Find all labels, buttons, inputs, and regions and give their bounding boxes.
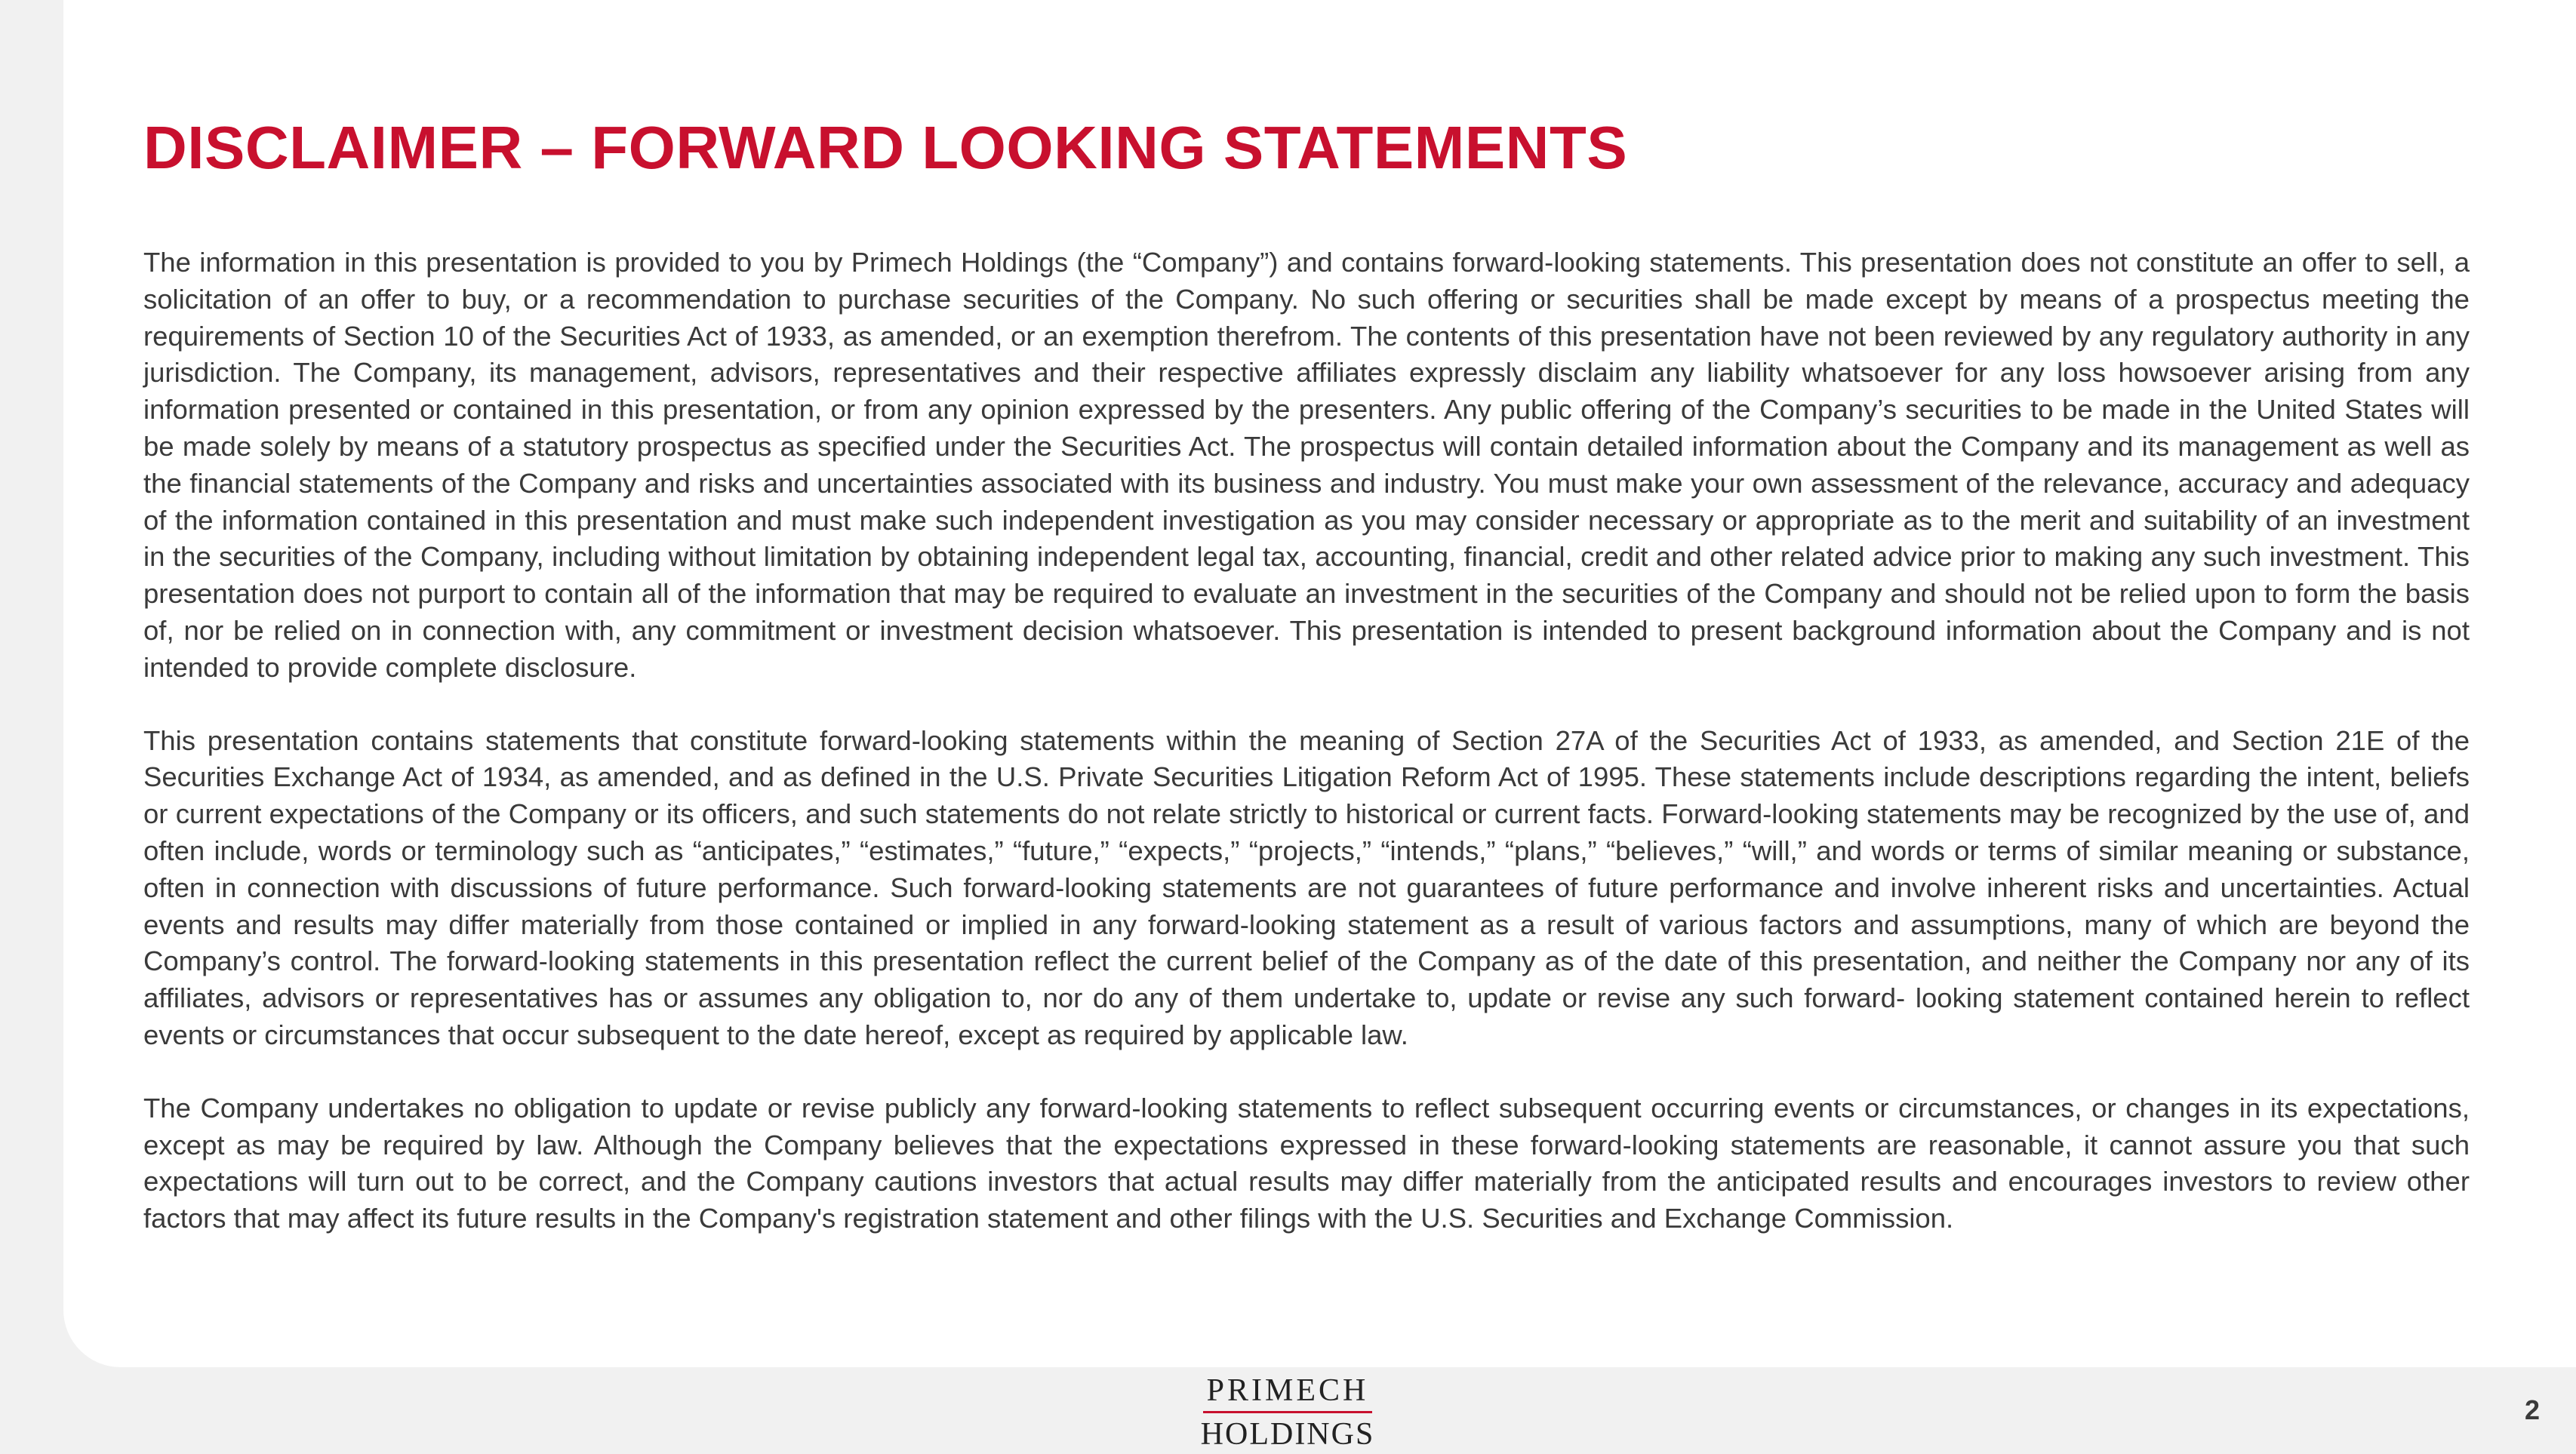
disclaimer-paragraph-1: The information in this presentation is provided to you by Primech Holdings (the “Company”) and contains forward-looking statements. This presentation does not constitute an offer to sell, a solicitation of an offer to buy, or a recommendation to purchase securities of the Company. No such offering or securities shall be made except by means of a prospectus meeting the requirements of Section 10 of the Securities Act of 1933, as amended, or an exemption therefrom. The contents of this presentation have not been reviewed by any regulatory authority in any jurisdiction. The Company, its management, advisors, representatives and their respective affiliates expressly disclaim any liability whatsoever for any loss howsoever arising from any information presented or contained in this presentation, or from any opinion expressed by the presenters. Any public offering of the Company’s securities to be made in the United States will be made solely by means of a statutory prospectus as specified under the Securities Act. The prospectus will contain detailed information about the Company and its management as well as the financial statements of the Company and risks and uncertainties associated with its business and industry. You must make your own assessment of the relevance, accuracy and adequacy of the information contained in this presentation and must make such independent investigation as you may consider necessary or appropriate as to the merit and suitability of an investment in the securities of the Company, including without limitation by obtaining independent legal tax, accounting, financial, credit and other related advice prior to making any such investment. This presentation does not purport to contain all of the information that may be required to evaluate an investment in the securities of the Company and should not be relied upon to form the basis of, nor be relied on in connection with, any commitment or investment decision whatsoever. This presentation is intended to present background information about the Company and is not intended to provide complete disclosure. xyxy=(143,247,2470,683)
page-number: 2 xyxy=(2524,1394,2540,1425)
logo-divider xyxy=(1203,1411,1372,1413)
disclaimer-paragraph-2: This presentation contains statements that constitute forward-looking statements within the meaning of Section 27A of the Securities Act of 1933, as amended, and Section 21E of the Securities Exchange Act of 1934, as amended, and as defined in the U.S. Private Securities Litigation Reform Act of 1995. These statements include descriptions regarding the intent, beliefs or current expectations of the Company or its officers, and such statements do not relate strictly to historical or current facts. Forward-looking statements may be recognized by the use of, and often include, words or terminology such as “anticipates,” “estimates,” “future,” “expects,” “projects,” “intends,” “plans,” “believes,” “will,” and words or terms of similar meaning or substance, often in connection with discussions of future performance. Such forward-looking statements are not guarantees of future performance and involve inherent risks and uncertainties. Actual events and results may differ materially from those contained or implied in any forward-looking statement as a result of various factors and assumptions, many of which are beyond the Company’s control. The forward-looking statements in this presentation reflect the current belief of the Company as of the date of this presentation, and neither the Company nor any of its affiliates, advisors or representatives has or assumes any obligation to, nor do any of them undertake to, update or revise any such forward- looking statement contained herein to reflect events or circumstances that occur subsequent to the date hereof, except as required by applicable law. xyxy=(143,724,2470,1050)
slide-title: DISCLAIMER – FORWARD LOOKING STATEMENTS xyxy=(143,114,1628,181)
logo-text-primech: PRIMECH xyxy=(1206,1373,1369,1408)
logo-text-holdings: HOLDINGS xyxy=(1200,1417,1375,1452)
disclaimer-body xyxy=(143,244,2470,1274)
primech-holdings-logo xyxy=(1199,1372,1377,1454)
disclaimer-paragraph-3: The Company undertakes no obligation to update or revise publicly any forward-looking statements to reflect subsequent occurring events or circumstances, or changes in its expectations, except as may be required by law. Although the Company believes that the expectations expressed in these forward-looking statements are reasonable, it cannot assure you that such expectations will turn out to be correct, and the Company cautions investors that actual results may differ materially from the anticipated results and encourages investors to review other factors that may affect its future results in the Company's registration statement and other filings with the U.S. Securities and Exchange Commission. xyxy=(143,1092,2470,1234)
